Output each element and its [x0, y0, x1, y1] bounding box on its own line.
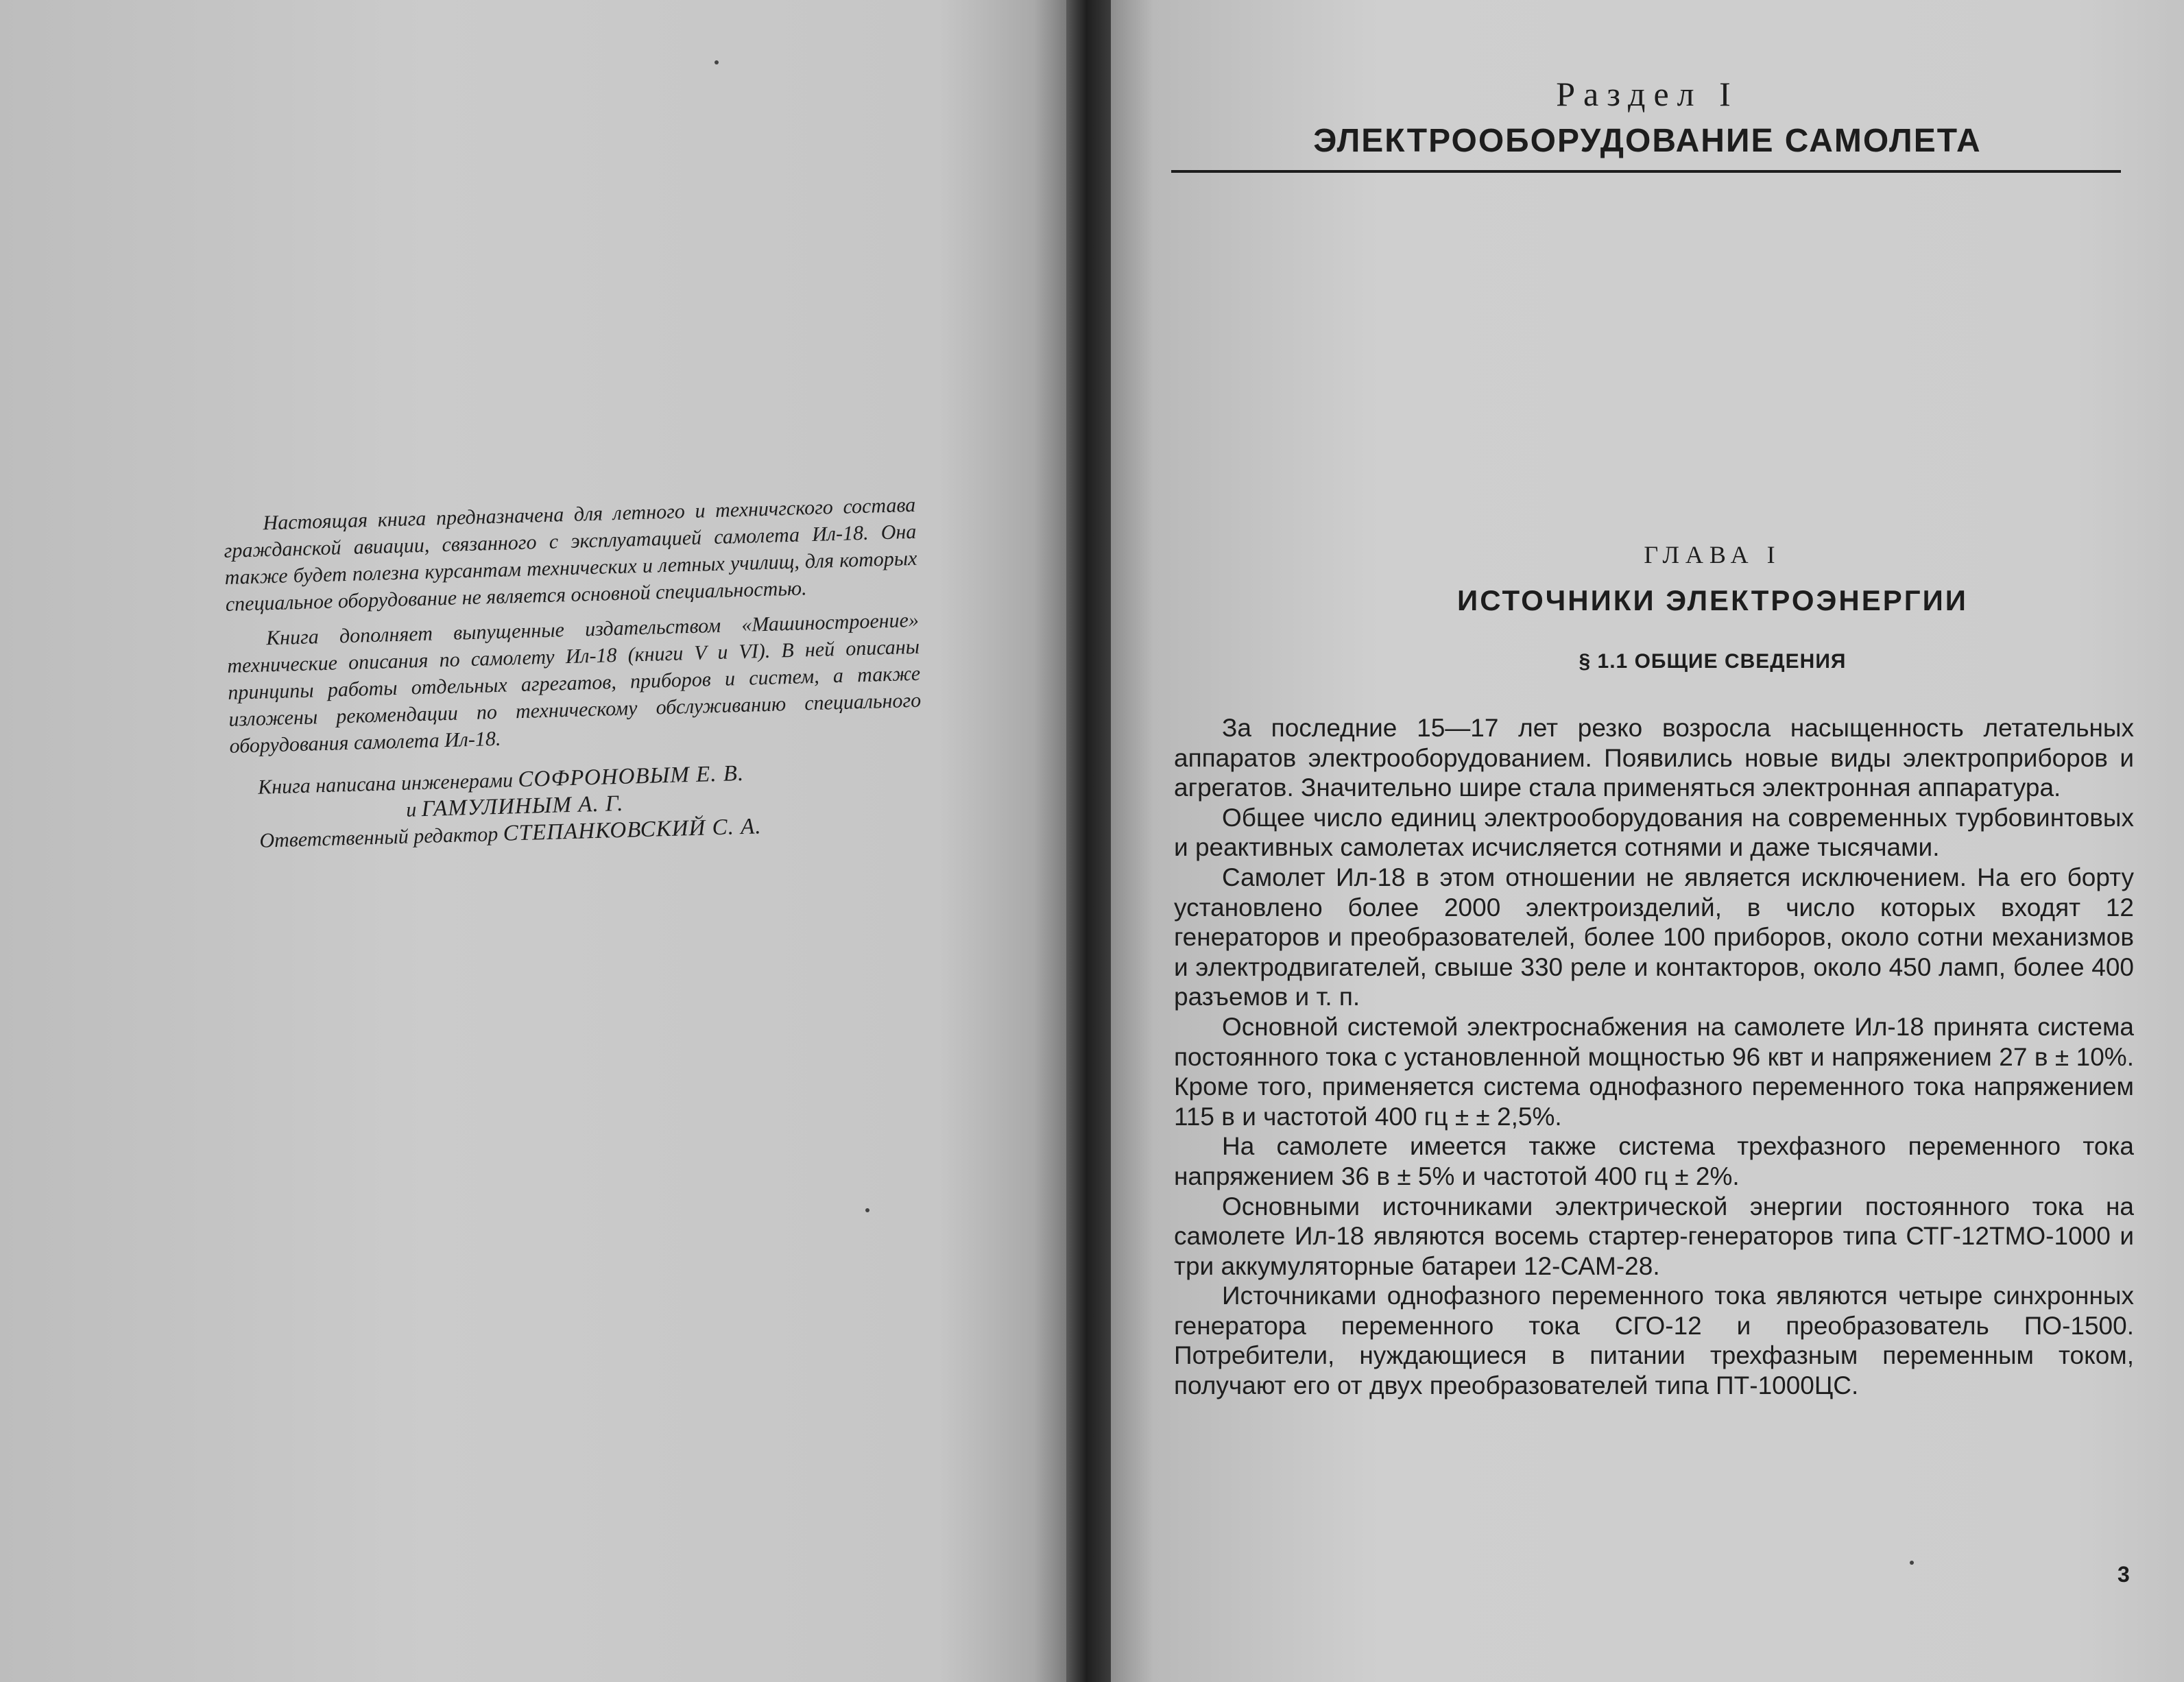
body-paragraph-4: Основной системой электроснабжения на самолете Ил-18 принята система постоянного тока с установленной мощностью 96 квт и напряжением 27 в ± 10%. Кроме того, применяется система однофазного переменного тока напряжением 115 в и частотой 400 гц ± ± 2,5%.	[1174, 1012, 2134, 1131]
subsection-title: § 1.1 ОБЩИЕ СВЕДЕНИЯ	[1579, 650, 1847, 673]
editor-prefix: Ответственный редактор	[259, 822, 499, 852]
annotation-paragraph-1: Настоящая книга предназначена для летного и техничгского состава гражданской авиации, связанного с эксплуатацией самолета Ил-18. Она также будет полезна курсантам технических и летных училищ, для которых специальное оборудование не является основной специальностью.	[224, 493, 917, 616]
body-paragraph-1: За последние 15—17 лет резко возросла насыщенность летательных аппаратов электрооборудованием. Появились новые виды электроприборов и агрегатов. Значительно шире стала применяться электронная аппаратура.	[1174, 714, 2134, 802]
body-paragraph-3: Самолет Ил-18 в этом отношении не является исключением. На его борту установлено более 2000 электроизделий, в число которых входят 12 генераторов и преобразователей, более 100 приборов, около сотни механизмов и электродвигателей, свыше 330 реле и контакторов, около 450 ламп, более 400 разъемов и т. п.	[1174, 863, 2134, 1011]
paper-speck	[865, 1208, 869, 1212]
chapter-body	[1174, 713, 2134, 1401]
chapter-title: ИСТОЧНИКИ ЭЛЕКТРОЭНЕРГИИ	[1457, 584, 1968, 616]
book-gutter	[1066, 0, 1111, 1682]
body-paragraph-5: На самолете имеется также система трехфазного переменного тока напряжением 36 в ± 5% и частотой 400 гц ± 2%.	[1174, 1132, 2134, 1190]
body-paragraph-2: Общее число единиц электрооборудования на современных турбовинтовых и реактивных самолетах исчисляется сотнями и даже тысячами.	[1174, 803, 2134, 862]
body-paragraph-6: Основными источниками электрической энергии постоянного тока на самолете Ил-18 являются восемь стартер-генераторов типа СТГ-12ТМО-1000 и три аккумуляторные батареи 12-САМ-28.	[1174, 1192, 2134, 1280]
section-label: Раздел I	[1556, 75, 1739, 113]
paper-speck	[715, 60, 719, 64]
chapter-label: ГЛАВА I	[1644, 541, 1781, 568]
paper-speck	[1910, 1561, 1914, 1565]
author-name-1: СОФРОНОВЫМ Е. В.	[517, 760, 745, 793]
section-rule	[1171, 170, 2121, 173]
body-paragraph-7: Источниками однофазного переменного тока являются четыре синхронных генератора переменного тока СГО-12 и преобразователь ПО-1500. Потребители, нуждающиеся в питании трехфазным переменным током, получают его от двух преобразователей типа ПТ-1000ЦС.	[1174, 1282, 2134, 1400]
book-annotation	[223, 492, 925, 855]
annotation-paragraph-2: Книга дополняет выпущенные издательством «Машиностроение» технические описания по самолету Ил-18 (книги V и VI). В ней описаны принципы работы отдельных агрегатов, приборов и систем, а также изложены рекомендации по техническому обслуживанию специального оборудования самолета Ил-18.	[226, 608, 922, 758]
author-name-2: ГАМУЛИНЫМ А. Г.	[421, 791, 624, 822]
page-number: 3	[2117, 1562, 2130, 1587]
section-title: ЭЛЕКТРООБОРУДОВАНИЕ САМОЛЕТА	[1313, 123, 1982, 159]
editor-name: СТЕПАНКОВСКИЙ С. А.	[503, 814, 762, 846]
authors-prefix: Книга написана инженерами	[257, 769, 514, 799]
authors-conjunction: и	[405, 798, 417, 821]
